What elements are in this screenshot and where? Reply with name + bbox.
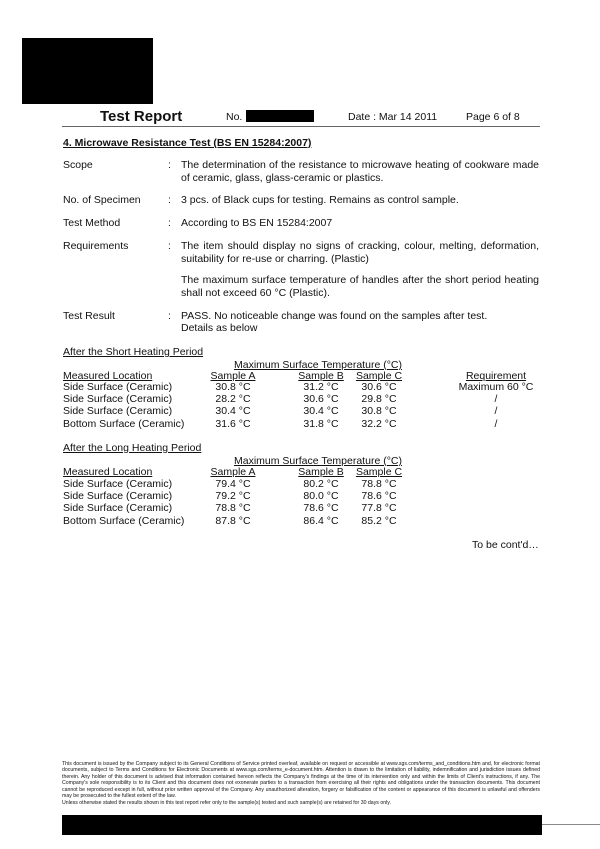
- result-value-2: Details as below: [181, 322, 258, 334]
- page-indicator: Page 6 of 8: [466, 111, 520, 123]
- redacted-report-number: [246, 110, 314, 122]
- table-row-location: Bottom Surface (Ceramic): [63, 418, 185, 430]
- table-cell-requirement: /: [494, 405, 498, 417]
- requirements-value-1: The item should display no signs of cracking, colour, melting, deformation, suitability for re-use or charring. (Plastic): [181, 240, 539, 265]
- table-cell-sample-b: 80.2 °C: [303, 478, 339, 490]
- table-cell-sample-b: 86.4 °C: [303, 515, 339, 527]
- result-label: Test Result: [63, 310, 115, 322]
- column-header-sample-c: Sample C: [355, 466, 403, 478]
- table-cell-sample-a: 87.8 °C: [215, 515, 251, 527]
- footer-retention-note: Unless otherwise stated the results shown in this test report refer only to the sample(s) tested and such sample(s) are retained for 30 days only.: [62, 800, 391, 806]
- table-cell-requirement: Maximum 60 °C: [458, 381, 534, 393]
- table-cell-sample-a: 78.8 °C: [215, 502, 251, 514]
- redacted-logo: [22, 38, 153, 104]
- table-cell-sample-a: 79.4 °C: [215, 478, 251, 490]
- table-cell-sample-b: 30.4 °C: [303, 405, 339, 417]
- table-cell-sample-c: 78.8 °C: [361, 478, 397, 490]
- table-cell-sample-b: 78.6 °C: [303, 502, 339, 514]
- table-cell-sample-b: 31.2 °C: [303, 381, 339, 393]
- table-cell-requirement: /: [494, 393, 498, 405]
- specimen-colon: :: [168, 194, 171, 206]
- table-cell-sample-a: 28.2 °C: [215, 393, 251, 405]
- footer-disclaimer: This document is issued by the Company subject to its General Conditions of Service printed overleaf, available on request or accessible at www.sgs.com/terms_and_conditions.htm and, for electronic format documents, subject to Terms and Conditions for Electronic Documents at www.sgs.com/terms_e-document.htm. Attention is drawn to the limitation of liability, indemnification and jurisdiction issues defined therein. Any holder of this document is advised that information contained hereon reflects the Company's findings at the time of its intervention only and within the limits of Client's instructions, if any. The Company's sole responsibility is to its Client and this document does not exonerate parties to a transaction from exercising all their rights and obligations under the transaction documents. This document cannot be reproduced except in full, without prior written approval of the Company. Any unauthorized alteration, forgery or falsification of the content or appearance of this document is unlawful and offenders may be prosecuted to the fullest extent of the law.: [62, 761, 540, 800]
- table-cell-sample-c: 32.2 °C: [361, 418, 397, 430]
- table-cell-sample-b: 80.0 °C: [303, 490, 339, 502]
- continued-note: To be cont'd…: [472, 539, 539, 551]
- header-rule: [62, 126, 540, 127]
- table-row-location: Bottom Surface (Ceramic): [63, 515, 185, 527]
- table-cell-sample-b: 31.8 °C: [303, 418, 339, 430]
- table-cell-sample-a: 79.2 °C: [215, 490, 251, 502]
- column-header-location: Measured Location: [63, 466, 153, 478]
- column-header-location: Measured Location: [63, 370, 153, 382]
- column-header-sample-a: Sample A: [210, 466, 256, 478]
- result-value-1: PASS. No noticeable change was found on the samples after test.: [181, 310, 488, 322]
- section-title: 4. Microwave Resistance Test (BS EN 15284:2007): [63, 137, 312, 149]
- table-row-location: Side Surface (Ceramic): [63, 502, 173, 514]
- report-title: Test Report: [100, 108, 183, 125]
- column-header-sample-c: Sample C: [355, 370, 403, 382]
- redacted-footer-bar: [62, 815, 542, 835]
- column-header-sample-a: Sample A: [210, 370, 256, 382]
- table-row-location: Side Surface (Ceramic): [63, 405, 173, 417]
- method-colon: :: [168, 217, 171, 229]
- method-label: Test Method: [63, 217, 121, 229]
- table-cell-sample-c: 78.6 °C: [361, 490, 397, 502]
- short-period-group-header: Maximum Surface Temperature (°C): [234, 359, 402, 371]
- footer-rule: [542, 824, 600, 825]
- result-colon: :: [168, 310, 171, 322]
- table-cell-sample-a: 30.8 °C: [215, 381, 251, 393]
- scope-colon: :: [168, 159, 171, 171]
- requirements-value-2: The maximum surface temperature of handles after the short period heating shall not exceed 60 °C (Plastic).: [181, 274, 539, 299]
- table-cell-requirement: /: [494, 418, 498, 430]
- report-date: Date : Mar 14 2011: [348, 111, 438, 123]
- specimen-label: No. of Specimen: [63, 194, 141, 206]
- column-header-sample-b: Sample B: [298, 466, 344, 478]
- short-period-heading: After the Short Heating Period: [63, 346, 204, 358]
- long-period-heading: After the Long Heating Period: [63, 442, 202, 454]
- table-cell-sample-a: 31.6 °C: [215, 418, 251, 430]
- table-row-location: Side Surface (Ceramic): [63, 490, 173, 502]
- table-row-location: Side Surface (Ceramic): [63, 381, 173, 393]
- long-period-group-header: Maximum Surface Temperature (°C): [234, 455, 402, 467]
- table-cell-sample-b: 30.6 °C: [303, 393, 339, 405]
- table-cell-sample-c: 77.8 °C: [361, 502, 397, 514]
- column-header-requirement: Requirement: [465, 370, 527, 382]
- column-header-sample-b: Sample B: [298, 370, 344, 382]
- requirements-colon: :: [168, 240, 171, 252]
- table-cell-sample-c: 85.2 °C: [361, 515, 397, 527]
- table-row-location: Side Surface (Ceramic): [63, 478, 173, 490]
- table-cell-sample-c: 30.6 °C: [361, 381, 397, 393]
- scope-value: The determination of the resistance to microwave heating of cookware made of ceramic, glass, glass-ceramic or plastics.: [181, 159, 539, 184]
- table-cell-sample-c: 30.8 °C: [361, 405, 397, 417]
- table-cell-sample-c: 29.8 °C: [361, 393, 397, 405]
- requirements-label: Requirements: [63, 240, 129, 252]
- report-number-label: No.: [226, 111, 243, 123]
- scope-label: Scope: [63, 159, 93, 171]
- method-value: According to BS EN 15284:2007: [181, 217, 333, 229]
- table-row-location: Side Surface (Ceramic): [63, 393, 173, 405]
- specimen-value: 3 pcs. of Black cups for testing. Remains as control sample.: [181, 194, 459, 206]
- table-cell-sample-a: 30.4 °C: [215, 405, 251, 417]
